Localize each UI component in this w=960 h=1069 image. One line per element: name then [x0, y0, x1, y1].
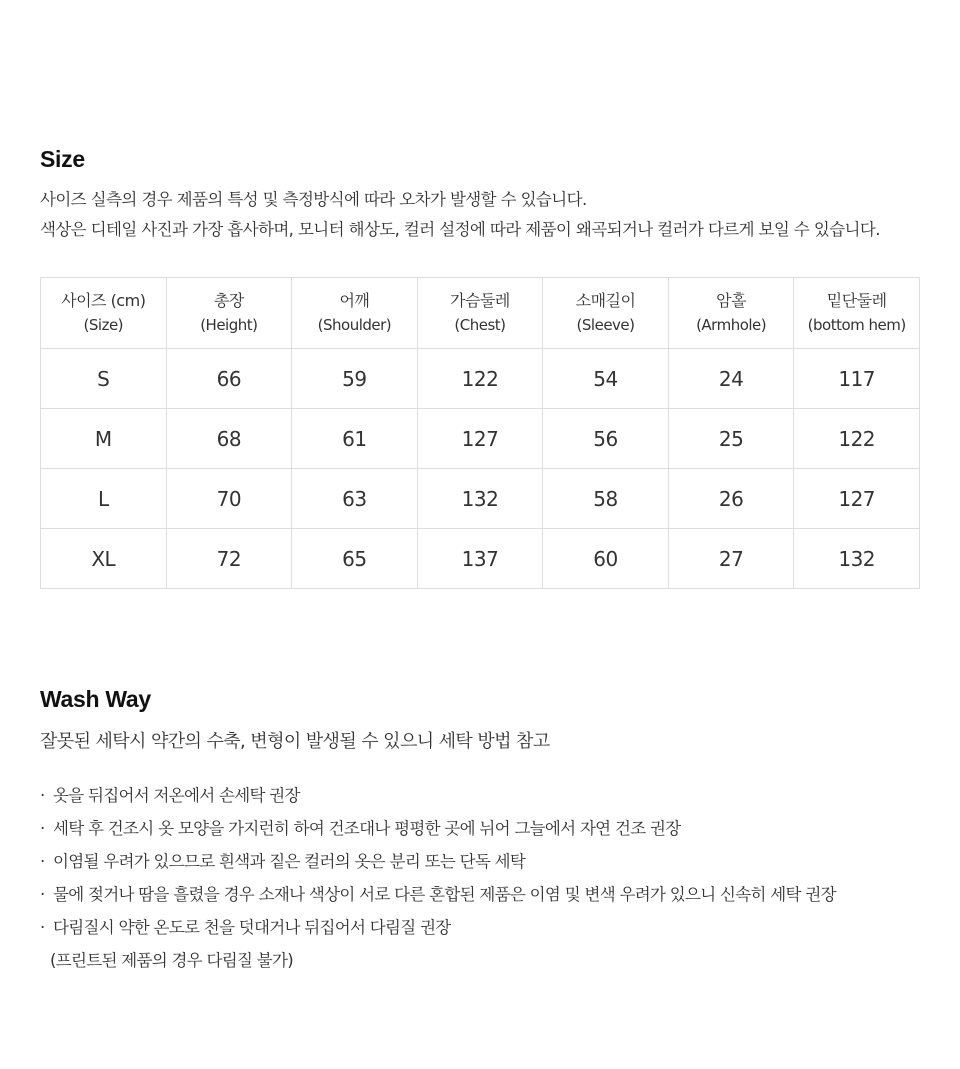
list-item-text: 세탁 후 건조시 옷 모양을 가지런히 하여 건조대나 평평한 곳에 뉘어 그늘에서 자연 건조 권장	[53, 819, 681, 838]
table-cell: 127	[794, 469, 920, 529]
header-label-en: (Sleeve)	[576, 316, 635, 334]
bullet: ·	[40, 918, 45, 937]
table-row	[41, 349, 920, 409]
table-cell: 56	[543, 409, 669, 469]
list-item	[40, 779, 940, 812]
header-label: 사이즈 (cm)	[61, 291, 146, 310]
table-row	[41, 409, 920, 469]
header-label-en: (Chest)	[454, 316, 506, 334]
size-description-line: 색상은 디테일 사진과 가장 흡사하며, 모니터 해상도, 컬러 설정에 따라 제품이 왜곡되거나 컬러가 다르게 보일 수 있습니다.	[40, 220, 880, 239]
wash-intro: 잘못된 세탁시 약간의 수축, 변형이 발생될 수 있으니 세탁 방법 참고	[40, 731, 550, 752]
table-cell: L	[41, 469, 167, 529]
list-item-text: 물에 젖거나 땀을 흘렸을 경우 소재나 색상이 서로 다른 혼합된 제품은 이염 및 변색 우려가 있으니 신속히 세탁 권장	[53, 885, 836, 904]
header-label-en: (Shoulder)	[317, 316, 392, 334]
header-bottom-hem	[794, 278, 920, 349]
header-size	[41, 278, 167, 349]
header-armhole	[668, 278, 794, 349]
table-cell: M	[41, 409, 167, 469]
header-label: 어깨	[339, 291, 370, 310]
list-item	[40, 911, 940, 944]
table-cell: 132	[417, 469, 543, 529]
table-cell: XL	[41, 529, 167, 589]
header-label: 총장	[213, 291, 244, 310]
header-label: 밑단둘레	[826, 291, 887, 310]
size-table	[40, 277, 920, 589]
bullet: ·	[40, 819, 45, 838]
table-row	[41, 469, 920, 529]
wash-instructions-list	[40, 779, 940, 977]
bullet: ·	[40, 885, 45, 904]
header-label: 암홀	[716, 291, 747, 310]
header-sleeve	[543, 278, 669, 349]
list-item-text: 이염될 우려가 있으므로 흰색과 짙은 컬러의 옷은 분리 또는 단독 세탁	[53, 852, 526, 871]
table-cell: S	[41, 349, 167, 409]
table-cell: 117	[794, 349, 920, 409]
header-label-en: (bottom hem)	[807, 316, 906, 334]
list-item-text: 다림질시 약한 온도로 천을 덧대거나 뒤집어서 다림질 권장	[53, 918, 451, 937]
table-cell: 25	[668, 409, 794, 469]
list-item	[40, 845, 940, 878]
header-label-en: (Size)	[83, 316, 124, 334]
table-cell: 58	[543, 469, 669, 529]
table-cell: 122	[794, 409, 920, 469]
table-cell: 24	[668, 349, 794, 409]
table-cell: 72	[166, 529, 292, 589]
wash-section-title: Wash Way	[40, 686, 151, 712]
table-row	[41, 529, 920, 589]
header-chest	[417, 278, 543, 349]
size-description-line: 사이즈 실측의 경우 제품의 특성 및 측정방식에 따라 오차가 발생할 수 있습니다.	[40, 190, 587, 209]
table-cell: 60	[543, 529, 669, 589]
header-shoulder	[292, 278, 418, 349]
size-section-title: Size	[40, 146, 85, 172]
header-height	[166, 278, 292, 349]
size-description	[40, 185, 940, 245]
table-cell: 26	[668, 469, 794, 529]
size-table-header-row	[41, 278, 920, 349]
bullet: ·	[40, 786, 45, 805]
table-cell: 127	[417, 409, 543, 469]
header-label-en: (Height)	[200, 316, 258, 334]
table-cell: 66	[166, 349, 292, 409]
list-item-text: 옷을 뒤집어서 저온에서 손세탁 권장	[53, 786, 300, 805]
header-label: 소매길이	[575, 291, 636, 310]
table-cell: 137	[417, 529, 543, 589]
table-cell: 65	[292, 529, 418, 589]
list-item	[40, 812, 940, 845]
table-cell: 132	[794, 529, 920, 589]
header-label-en: (Armhole)	[696, 316, 767, 334]
wash-note: (프린트된 제품의 경우 다림질 불가)	[50, 951, 293, 970]
table-cell: 54	[543, 349, 669, 409]
table-cell: 27	[668, 529, 794, 589]
table-cell: 59	[292, 349, 418, 409]
table-cell: 63	[292, 469, 418, 529]
table-cell: 122	[417, 349, 543, 409]
table-cell: 61	[292, 409, 418, 469]
table-cell: 70	[166, 469, 292, 529]
table-cell: 68	[166, 409, 292, 469]
list-item	[40, 878, 940, 911]
bullet: ·	[40, 852, 45, 871]
header-label: 가슴둘레	[450, 291, 510, 310]
